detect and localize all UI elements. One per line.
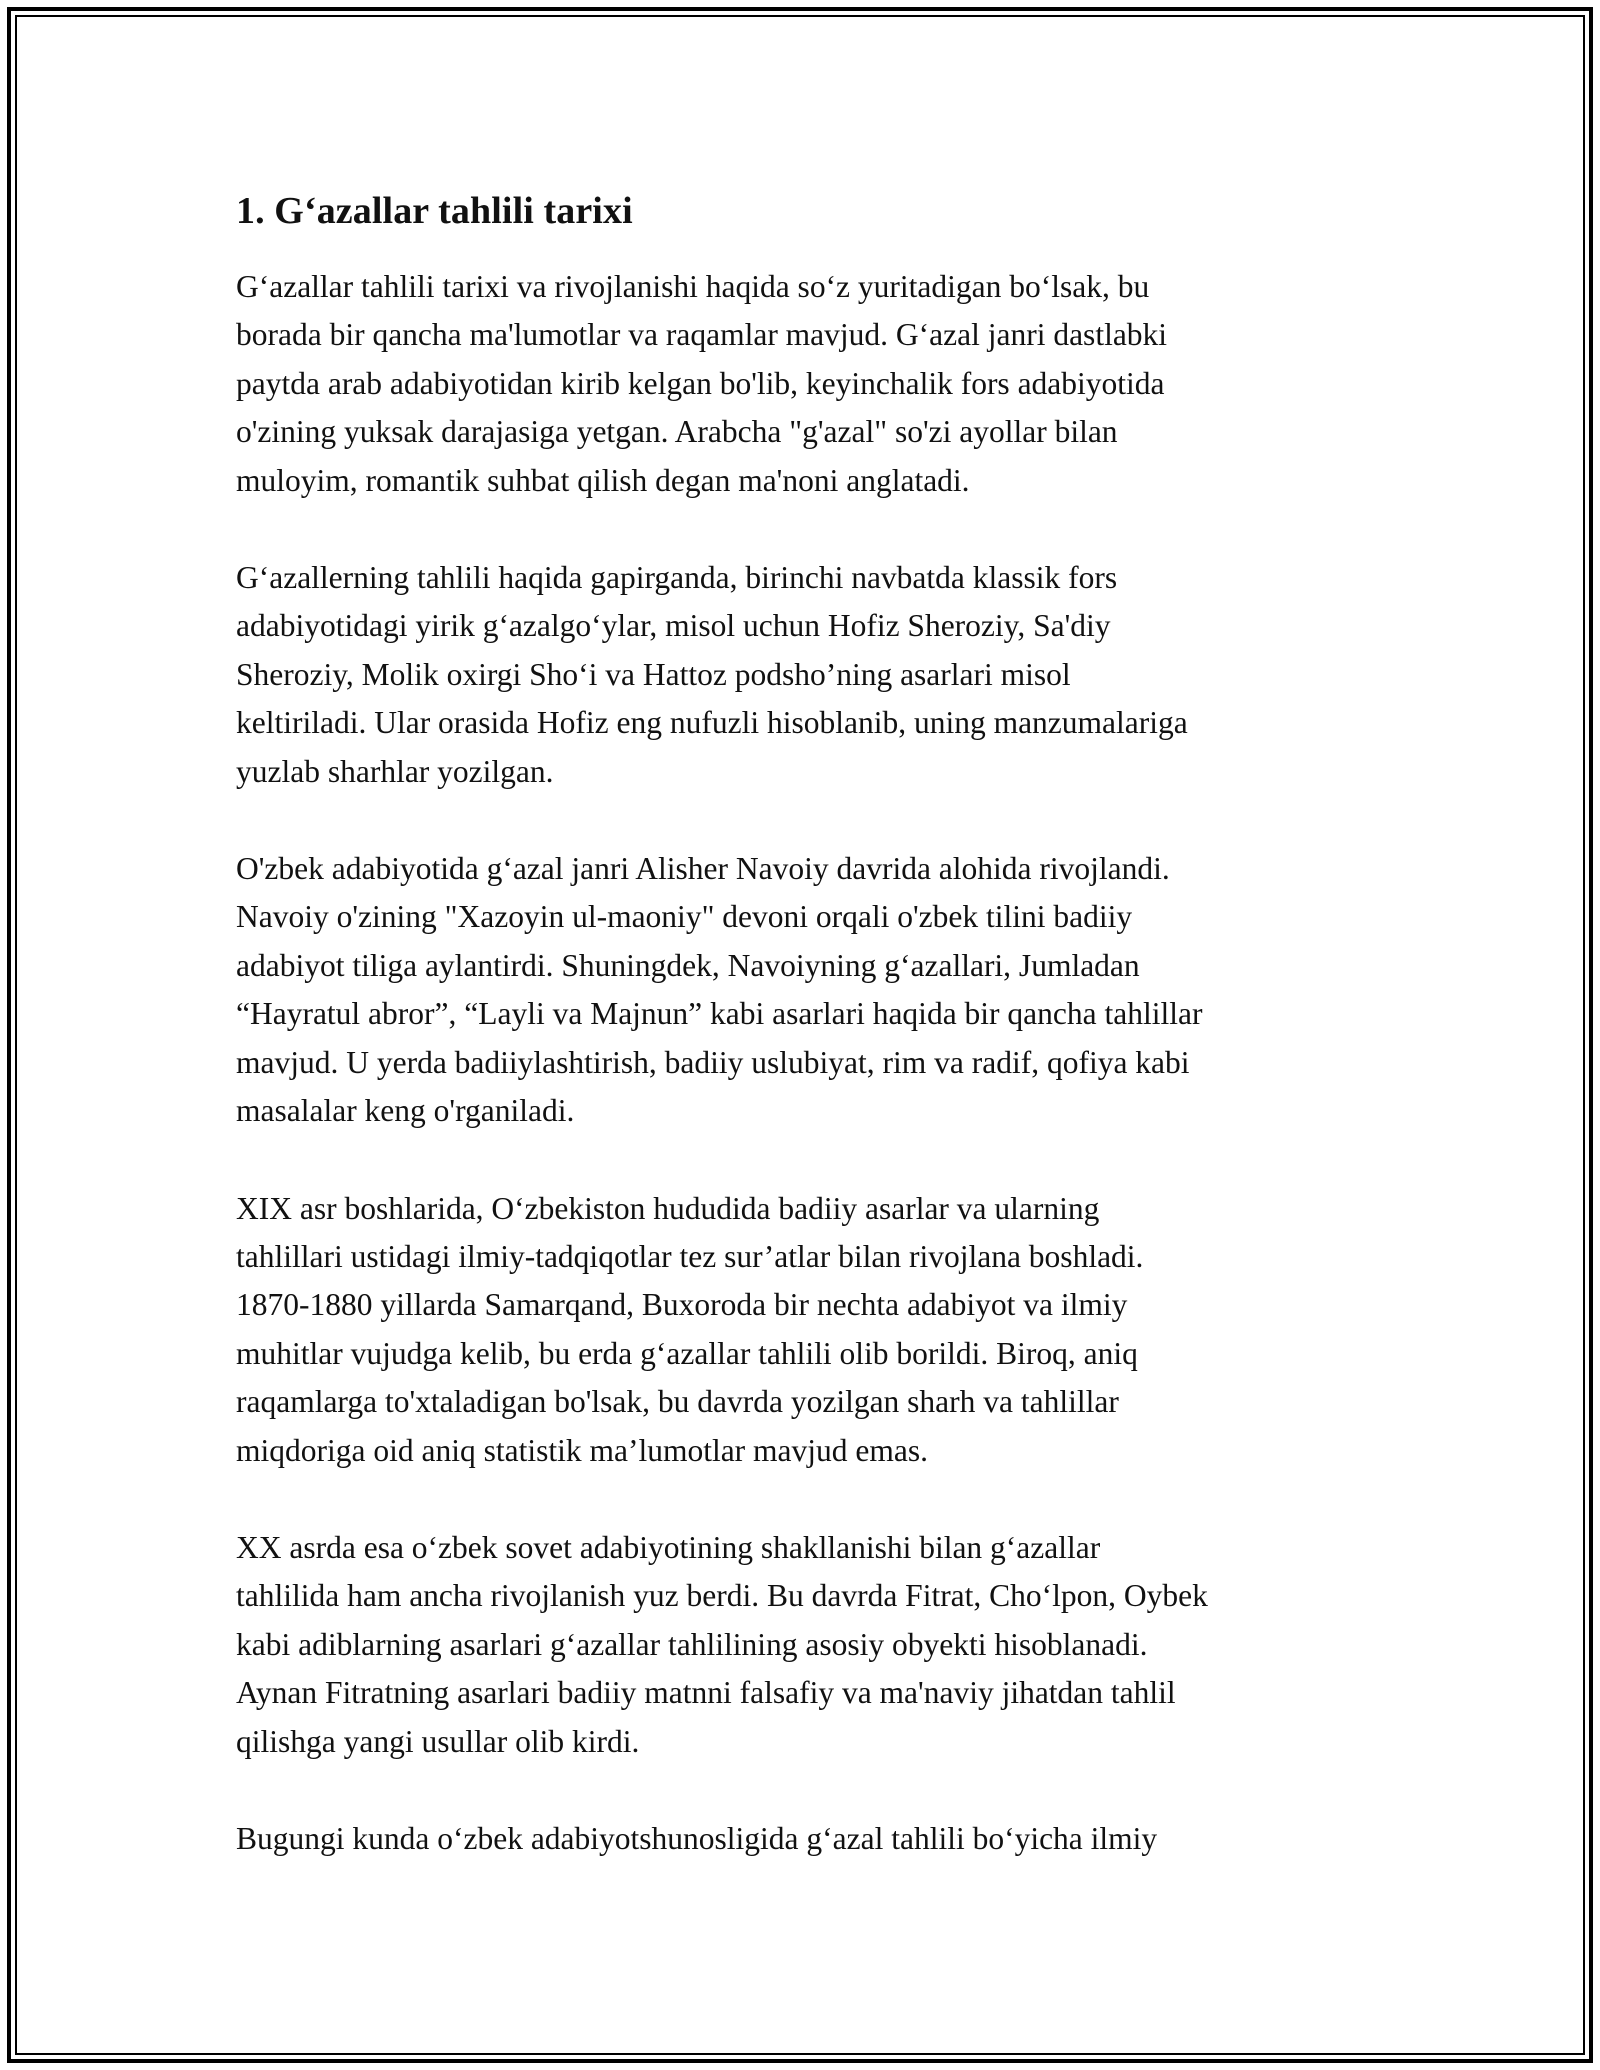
paragraph-4: XIX asr boshlarida, O‘zbekiston hududida badiiy asarlar va ularning tahlillari ustidagi ilmiy-tadqiqotlar tez sur’atlar bilan rivojlana boshladi. 1870-1880 yillarda Samarqand, Buxoroda bir nechta adabiyot va ilmiy muhitlar vujudga kelib, bu erda g‘azallar tahlili olib borildi. Biroq, aniq raqamlarga to'xtaladigan bo'lsak, bu davrda yozilgan sharh va tahlillar miqdoriga oid aniq statistik ma’lumotlar mavjud emas. (236, 1190, 1144, 1468)
paragraph-3: O'zbek adabiyotida g‘azal janri Alisher Navoiy davrida alohida rivojlandi. Navoiy o'zining "Xazoyin ul-maoniy" devoni orqali o'zbek tilini badiiy adabiyot tiliga aylantirdi. Shuningdek, Navoiyning g‘azallari, Jumladan “Hayratul abror”, “Layli va Majnun” kabi asarlari haqida bir qancha tahlillar mavjud. U yerda badiiylashtirish, badiiy uslubiyat, rim va radif, qofiya kabi masalalar keng o'rganiladi. (236, 851, 1203, 1129)
paragraph-6: Bugungi kunda o‘zbek adabiyotshunosligida g‘azal tahlili bo‘yicha ilmiy (236, 1820, 1158, 1856)
section-heading: 1. G‘azallar tahlili tarixi (236, 190, 633, 232)
paragraph-5: XX asrda esa o‘zbek sovet adabiyotining shakllanishi bilan g‘azallar tahlilida ham ancha rivojlanish yuz berdi. Bu davrda Fitrat, Cho‘lpon, Oybek kabi adiblarning asarlari g‘azallar tahlilining asosiy obyekti hisoblanadi. Aynan Fitratning asarlari badiiy matnni falsafiy va ma'naviy jihatdan tahlil qilishga yangi usullar olib kirdi. (236, 1529, 1208, 1759)
document-body (236, 185, 1396, 1912)
paragraph-1: G‘azallar tahlili tarixi va rivojlanishi haqida so‘z yuritadigan bo‘lsak, bu borada bir qancha ma'lumotlar va raqamlar mavjud. G‘azal janri dastlabki paytda arab adabiyotidan kirib kelgan bo'lib, keyinchalik fors adabiyotida o'zining yuksak darajasiga yetgan. Arabcha "g'azal" so'zi ayollar bilan muloyim, romantik suhbat qilish degan ma'noni anglatadi. (236, 269, 1168, 498)
paragraph-2: G‘azallerning tahlili haqida gapirganda, birinchi navbatda klassik fors adabiyotidagi yirik g‘azalgo‘ylar, misol uchun Hofiz Sheroziy, Sa'diy Sheroziy, Molik oxirgi Sho‘i va Hattoz podsho’ning asarlari misol keltiriladi. Ular orasida Hofiz eng nufuzli hisoblanib, uning manzumalariga yuzlab sharhlar yozilgan. (236, 560, 1188, 789)
